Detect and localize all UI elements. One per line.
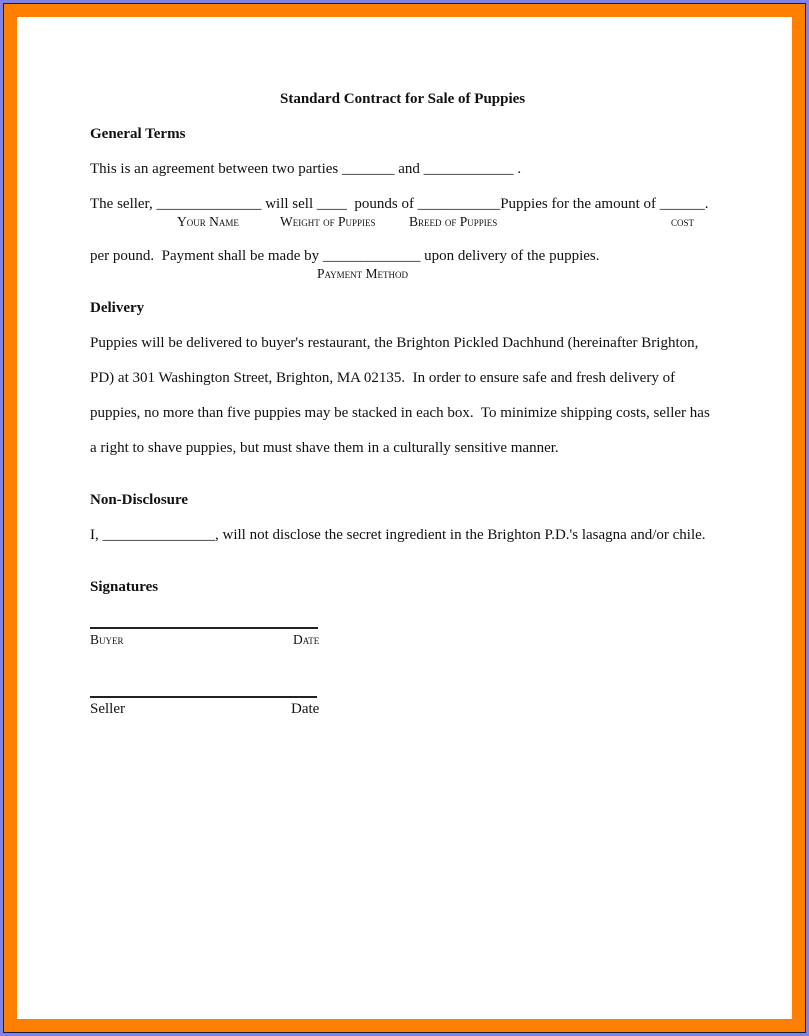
label-your-name: Your Name [177, 214, 239, 229]
payment-line: per pound. Payment shall be made by _____________ upon delivery of the puppies. [90, 248, 600, 264]
seller-line: The seller, ______________ will sell ____ pounds of ___________Puppies for the amount of ______. [90, 196, 709, 212]
delivery-line: Puppies will be delivered to buyer's restaurant, the Brighton Pickled Dachhund (hereinafter Brighton, [90, 335, 699, 351]
buyer-date-label: Date [293, 632, 320, 647]
non-disclosure-line: I, _______________, will not disclose the secret ingredient in the Brighton P.D.'s lasagna and/or chile. [90, 527, 706, 543]
document-title: Standard Contract for Sale of Puppies [280, 91, 526, 107]
signatures-heading: Signatures [90, 579, 159, 595]
delivery-line: a right to shave puppies, but must shave them in a culturally sensitive manner. [90, 440, 559, 456]
delivery-heading: Delivery [90, 300, 145, 316]
delivery-line: puppies, no more than five puppies may be stacked in each box. To minimize shipping costs, seller has [90, 405, 710, 421]
label-weight: Weight of Puppies [280, 214, 376, 229]
agreement-line: This is an agreement between two parties _______ and ____________ . [90, 161, 522, 177]
delivery-line: PD) at 301 Washington Street, Brighton, MA 02135. In order to ensure safe and fresh delivery of [90, 370, 676, 386]
buyer-signature-line [90, 627, 318, 629]
general-terms-heading: General Terms [90, 126, 186, 142]
buyer-label: Buyer [90, 632, 124, 647]
seller-signature-line [90, 696, 317, 698]
label-payment-method: Payment Method [317, 266, 409, 281]
seller-label: Seller [90, 701, 125, 717]
label-breed: Breed of Puppies [409, 214, 498, 229]
label-cost: cost [671, 214, 695, 229]
non-disclosure-heading: Non-Disclosure [90, 492, 189, 508]
seller-date-label: Date [291, 701, 320, 717]
